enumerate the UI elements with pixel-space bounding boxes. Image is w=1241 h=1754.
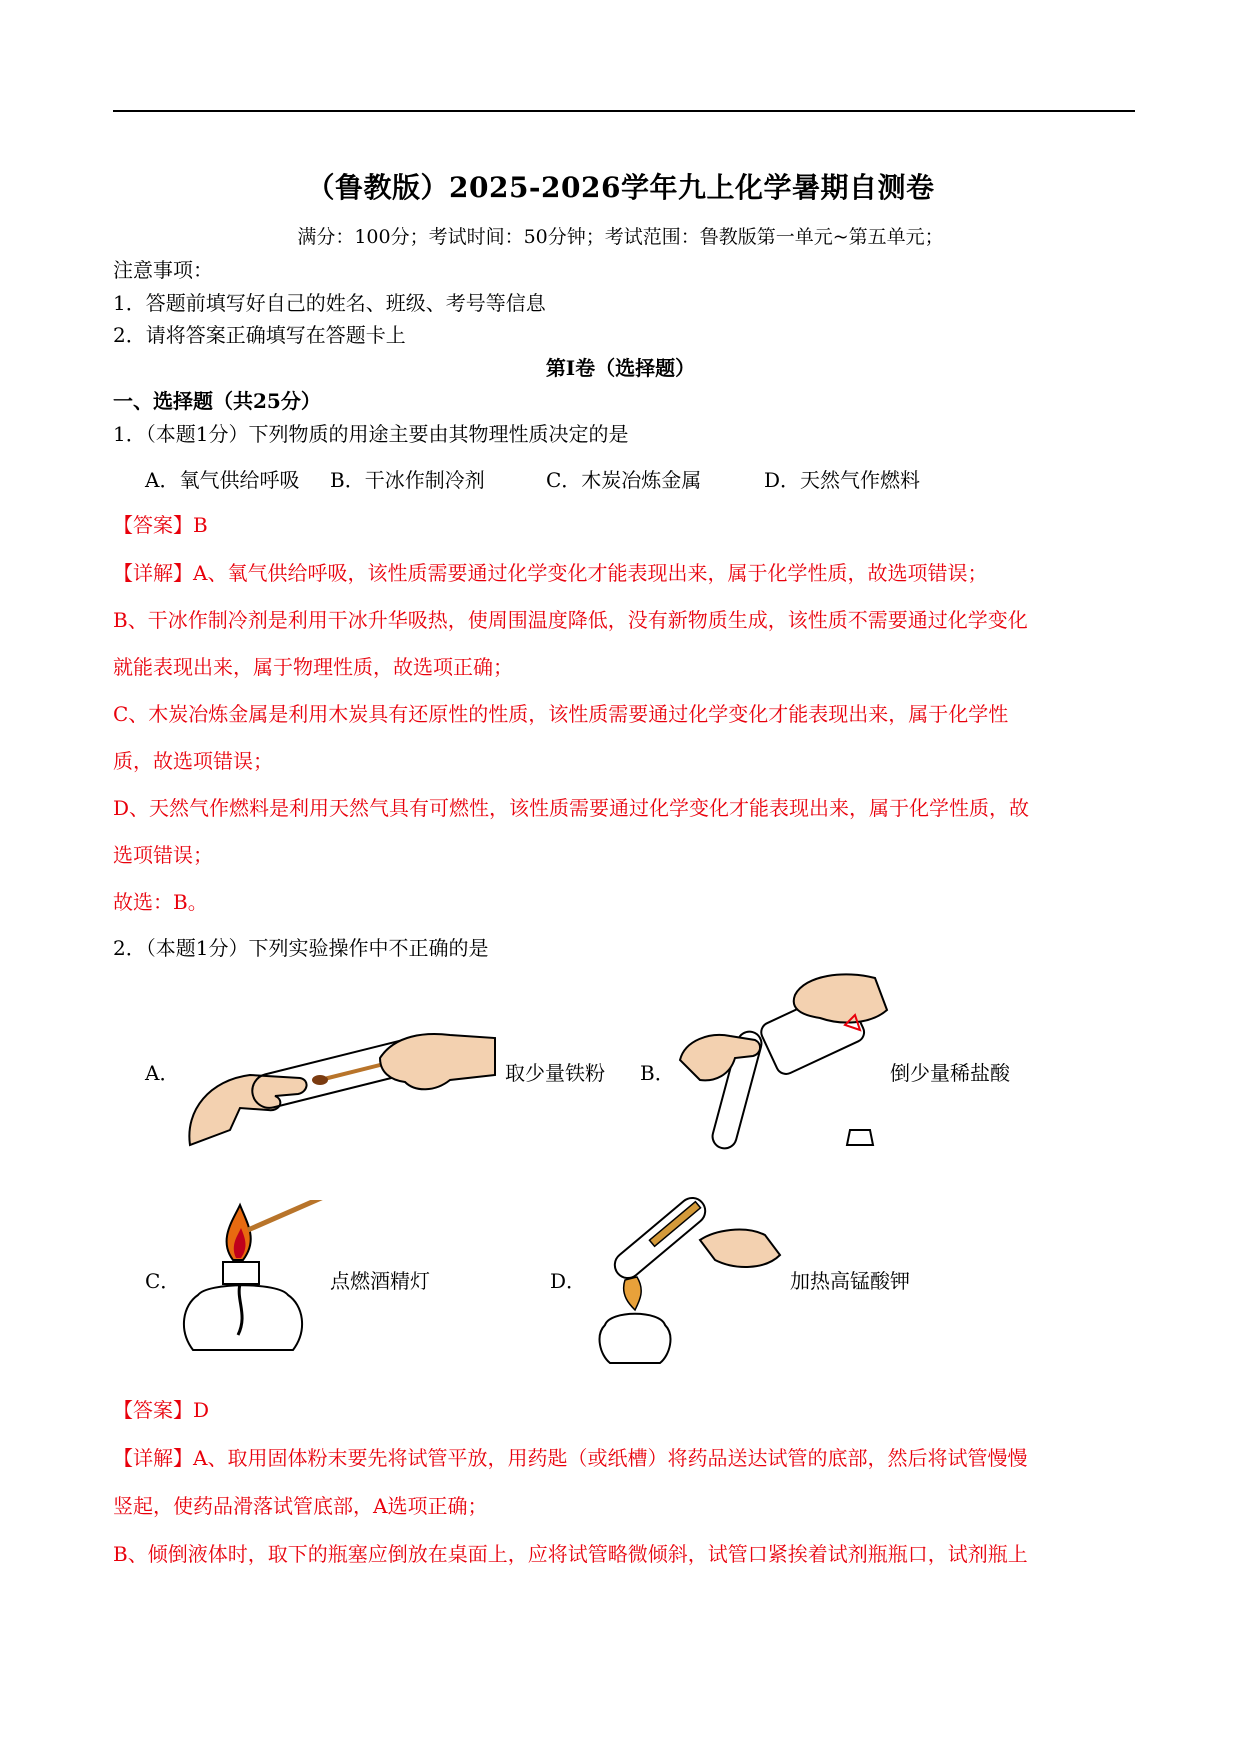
explanation-line: 就能表现出来，属于物理性质，故选项正确； [113,655,513,679]
option-d: D．天然气作燃料 [764,468,921,492]
option-a: A．氧气供给呼吸 [145,468,300,492]
note-item: 2．请将答案正确填写在答题卡上 [113,323,406,347]
figure-c-caption: 点燃酒精灯 [330,1269,430,1293]
explanation-line: 故选：B。 [113,890,208,914]
pour-acid-illustration [675,970,890,1160]
figure-b-caption: 倒少量稀盐酸 [890,1061,1010,1085]
figure-d-letter: D． [550,1269,587,1293]
figure-d-caption: 加热高锰酸钾 [790,1269,910,1293]
question-1-stem: 1．（本题1分）下列物质的用途主要由其物理性质决定的是 [113,422,629,446]
top-rule [113,110,1135,112]
figure-b-letter: B． [640,1061,675,1085]
explanation-line: 【详解】A、氧气供给呼吸，该性质需要通过化学变化才能表现出来，属于化学性质，故选项错误； [113,561,988,585]
explanation-line: 【详解】A、取用固体粉末要先将试管平放，用药匙（或纸槽）将药品送达试管的底部，然后将试管慢慢 [113,1446,1028,1470]
answer-2: 【答案】D [113,1398,210,1422]
volume-title: 第I卷（选择题） [545,356,696,380]
note-item: 1．答题前填写好自己的姓名、班级、考号等信息 [113,291,546,315]
option-b: B．干冰作制冷剂 [330,468,485,492]
section-title: 一、选择题（共25分） [113,389,321,413]
figure-a-letter: A． [145,1061,180,1085]
answer-1: 【答案】B [113,513,208,537]
notes-heading: 注意事项： [113,258,213,282]
explanation-line: 选项错误； [113,843,213,867]
figure-c-letter: C． [145,1269,181,1293]
alcohol-lamp-illustration [178,1200,338,1360]
explanation-line: B、倾倒液体时，取下的瓶塞应倒放在桌面上，应将试管略微倾斜，试管口紧挨着试剂瓶瓶口，试剂瓶上 [113,1542,1028,1566]
explanation-line: 质，故选项错误； [113,749,273,773]
option-c: C．木炭冶炼金属 [546,468,702,492]
explanation-line: 竖起，使药品滑落试管底部，A选项正确； [113,1494,488,1518]
exam-info: 满分：100分；考试时间：50分钟；考试范围：鲁教版第一单元~第五单元； [297,226,944,248]
question-2-stem: 2．（本题1分）下列实验操作中不正确的是 [113,936,489,960]
figure-a-caption: 取少量铁粉 [505,1061,605,1085]
explanation-line: C、木炭冶炼金属是利用木炭具有还原性的性质，该性质需要通过化学变化才能表现出来，属于化学性 [113,702,1009,726]
test-tube-powder-illustration [180,1020,500,1150]
heat-permanganate-illustration [585,1185,785,1365]
page-title: （鲁教版）2025-2026学年九上化学暑期自测卷 [306,171,935,204]
explanation-line: B、干冰作制冷剂是利用干冰升华吸热，使周围温度降低，没有新物质生成，该性质不需要通过化学变化 [113,608,1028,632]
explanation-line: D、天然气作燃料是利用天然气具有可燃性，该性质需要通过化学变化才能表现出来，属于化学性质，故 [113,796,1030,820]
